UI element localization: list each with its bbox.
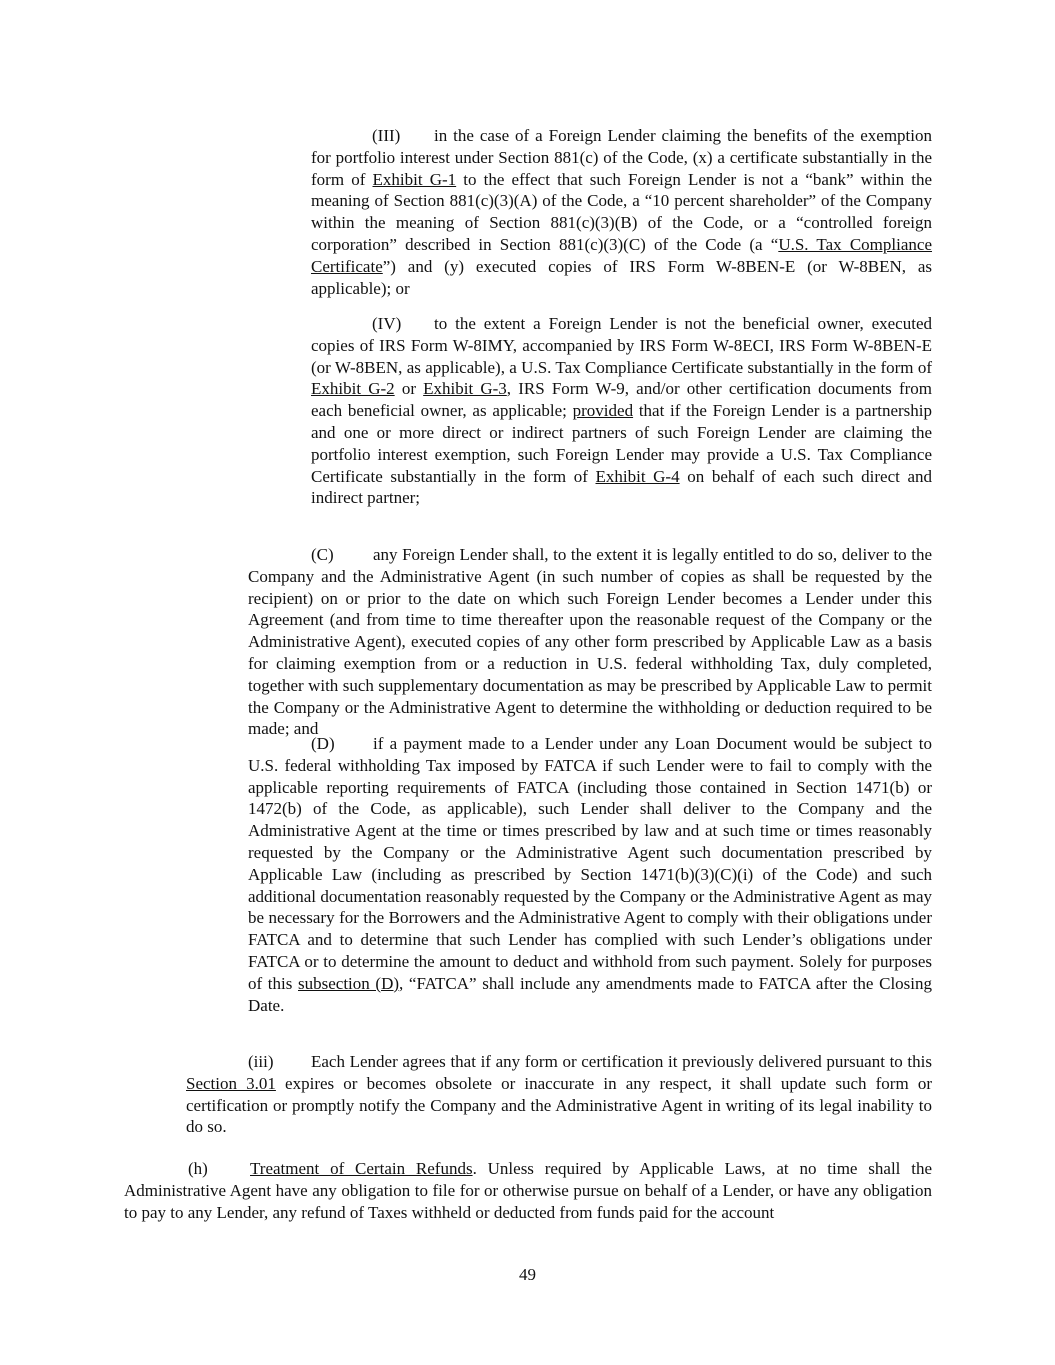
paragraph-text: . Unless required by Applicable Laws, at no time shall the Administrative Agent have any obligation to file for or otherwise pursue on behalf of a Lender, or have any obligation to pay to any Lender, any refund of Taxes withheld or deducted from funds paid for the account — [124, 1159, 932, 1222]
paragraph-text: Each Lender agrees that if any form or certification it previously delivered pursuant to this — [311, 1052, 932, 1071]
paragraph-text: expires or becomes obsolete or inaccurate in any respect, it shall update such form or certification or promptly notify the Company and the Administrative Agent in writing of its legal inability to do so. — [186, 1073, 933, 1137]
exhibit-g3-reference: Exhibit G-3 — [423, 379, 507, 399]
paragraph-III — [311, 125, 932, 299]
defined-term-us-tax-compliance-certificate: U.S. Tax Compliance Certificate — [311, 234, 932, 276]
paragraph-label: (C) — [311, 545, 334, 564]
paragraph-h — [124, 1158, 932, 1223]
paragraph-text: ”) and (y) executed copies of IRS Form W-8BEN-E (or W-8BEN, as applicable); or — [311, 256, 932, 298]
paragraph-text: to the extent a Foreign Lender is not the beneficial owner, executed copies of IRS Form W-8IMY, accompanied by IRS Form W-8ECI, IRS Form W-8BEN-E (or W-8BEN, as applicable), a U.S. Tax Compliance Certificate substantially in the form of — [311, 314, 932, 377]
paragraph-label: (IV) — [372, 314, 402, 333]
exhibit-g2-reference: Exhibit G-2 — [311, 379, 395, 399]
paragraph-IV — [311, 313, 932, 509]
paragraph-text: that if the Foreign Lender is a partnership and one or more direct or indirect partners of such Foreign Lender are claiming the portfolio interest exemption, such Foreign Lender may provide a U.S. Tax Compliance Certificate substantially in the form of — [311, 401, 933, 486]
paragraph-label: (III) — [372, 126, 401, 145]
paragraph-text: , IRS Form W-9, and/or other certification documents from each beneficial owner, as applicable; — [311, 379, 932, 421]
paragraph-text: on behalf of each such direct and indirect partner; — [311, 466, 933, 508]
subsection-d-reference: subsection (D) — [298, 973, 400, 993]
paragraph-label: (iii) — [248, 1052, 274, 1071]
exhibit-g1-reference: Exhibit G-1 — [372, 169, 457, 189]
paragraph-text: to the effect that such Foreign Lender is not a “bank” within the meaning of Section 881(c)(3)(A) of the Code, a “10 percent shareholder” of the Company within the meaning of Section 881(c)(3)(B) of the Code, or a “controlled foreign corporation” described in Section 881(c)(3)(C) of the Code (a “ — [311, 169, 932, 254]
paragraph-D — [248, 733, 932, 1016]
paragraph-text: in the case of a Foreign Lender claiming the benefits of the exemption for portfolio interest under Section 881(c) of the Code, (x) a certificate substantially in the form of — [311, 126, 932, 189]
exhibit-g4-reference: Exhibit G-4 — [595, 466, 680, 486]
paragraph-text: , “FATCA” shall include any amendments made to FATCA after the Closing Date. — [248, 973, 933, 1015]
section-heading-treatment-of-certain-refunds: Treatment of Certain Refunds — [250, 1159, 473, 1178]
paragraph-iii — [186, 1051, 932, 1138]
paragraph-text: if a payment made to a Lender under any Loan Document would be subject to U.S. federal withholding Tax imposed by FATCA if such Lender were to fail to comply with the applicable reporting requirements of FATCA (including those contained in Section 1471(b) or 1472(b) of the Code, as applicable), such Lender shall deliver to the Company and the Administrative Agent at the time or times prescribed by law and at such time or times reasonably requested by the Company or the Administrative Agent such documentation prescribed by Applicable Law (including as prescribed by Section 1471(b)(3)(C)(i) of the Code) and such additional documentation reasonably requested by the Company or the Administrative Agent as may be necessary for the Borrowers and the Administrative Agent to comply with their obligations under FATCA and to determine that such Lender has complied with such Lender’s obligations under FATCA or to determine the amount to deduct and withhold from such payment. Solely for purposes of this — [248, 734, 932, 993]
provided-term: provided — [572, 401, 634, 421]
paragraph-label: (h) — [188, 1159, 208, 1178]
paragraph-text: or — [394, 379, 424, 399]
paragraph-text: any Foreign Lender shall, to the extent it is legally entitled to do so, deliver to the Company and the Administrative Agent (in such number of copies as shall be requested by the recipient) on or prior to the date on which such Foreign Lender becomes a Lender under this Agreement (and from time to time thereafter upon the reasonable request of the Company or the Administrative Agent), executed copies of any other form prescribed by Applicable Law as a basis for claiming exemption from or a reduction in U.S. federal withholding Tax, duly completed, together with such supplementary documentation as may be prescribed by Applicable Law to permit the Company or the Administrative Agent to determine the withholding or deduction required to be made; and — [248, 545, 932, 739]
section-3-01-reference: Section 3.01 — [186, 1073, 276, 1093]
paragraph-C — [248, 544, 932, 740]
paragraph-label: (D) — [311, 734, 335, 753]
page-number: 49 — [519, 1265, 536, 1284]
